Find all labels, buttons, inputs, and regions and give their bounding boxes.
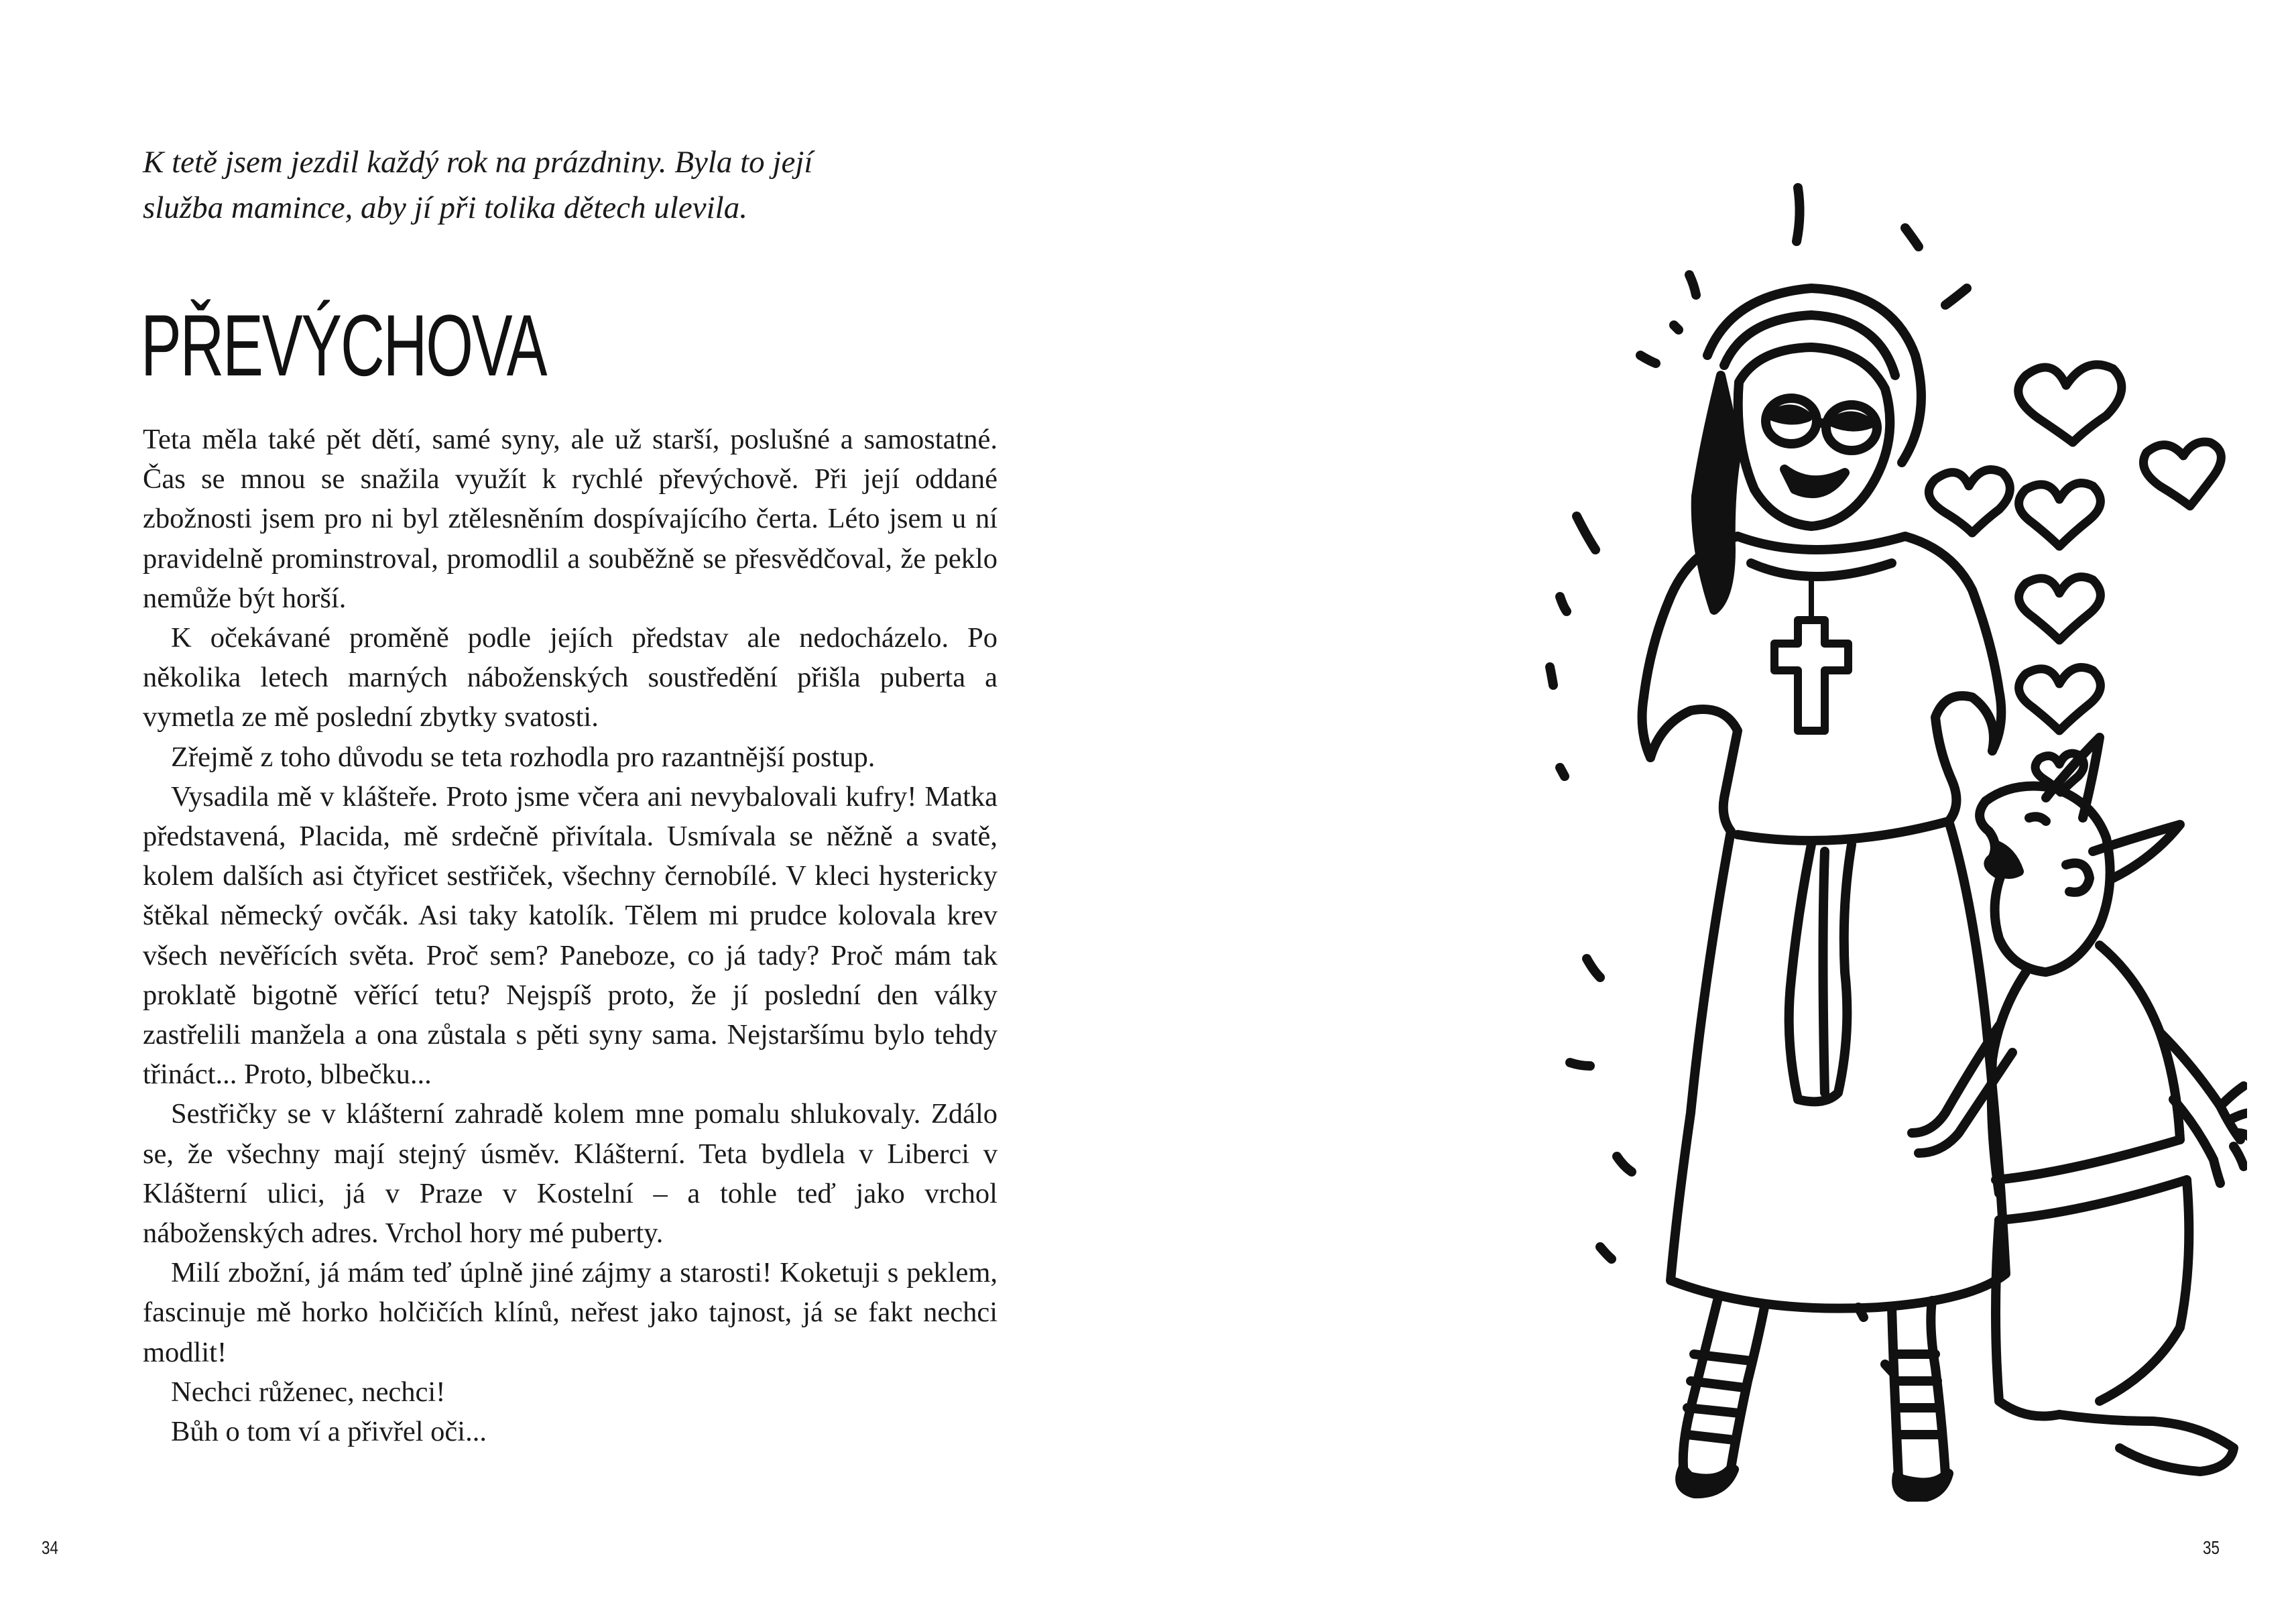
chapter-heading: PŘEVÝCHOVA <box>141 296 546 394</box>
devil-boy-figure <box>1912 737 2247 1471</box>
paragraph: Sestřičky se v klášterní zahradě kolem mne pomalu shlukovaly. Zdálo se, že všechny mají stejný úsměv. Klášterní. Teta bydlela v Liberci v Klášterní ulici, já v Praze v Kostelní – a tohle teď jako vrchol náboženských adres. Vrchol hory mé puberty. <box>143 1098 998 1250</box>
paragraph: K očekávané proměně podle jejích představ ale nedocházelo. Po několika letech marných náboženských soustředění přišla puberta a vymetla ze mě poslední zbytky svatosti. <box>143 622 998 733</box>
right-page <box>1148 0 2296 1623</box>
page-number-right: 35 <box>2203 1537 2220 1558</box>
intro-line: K tetě jsem jezdil každý rok na prázdniny. Byla to její <box>143 145 813 180</box>
paragraph: Nechci růženec, nechci! <box>171 1376 446 1408</box>
hearts <box>1929 365 2221 792</box>
paragraph: Vysadila mě v klášteře. Proto jsme včera ani nevybalovali kufry! Matka představená, Placida, mě srdečně přivítala. Usmívala se něžně a svatě, kolem dalších asi čtyřicet sestřiček, všechny černobílé. V kleci hystericky štěkal německý ovčák. Asi taky katolík. Tělem mi prudce kolovala krev všech nevěřících světa. Proč sem? Paneboze, co já tady? Proč mám tak proklatě bigotně věřící tetu? Nejspíš proto, že jí poslední den války zastřelili manžela a ona zůstala s pěti syny sama. Nejstaršímu bylo tehdy třináct... Proto, blbečku... <box>143 780 998 1091</box>
intro-paragraph <box>143 139 1014 231</box>
intro-line: služba mamince, aby jí při tolika dětech ulevila. <box>143 190 747 225</box>
paragraph: Teta měla také pět dětí, samé syny, ale už starší, poslušné a samostatné. Čas se mnou se snažila využít k rychlé převýchově. Při její oddané zbožnosti jsem pro ni byl ztělesněním dospívajícího čerta. Léto jsem u ní pravidelně prominstroval, promodlil a souběžně se přesvědčoval, že peklo nemůže být horší. <box>143 424 998 614</box>
body-text <box>143 420 998 1451</box>
paragraph: Bůh o tom ví a přivřel oči... <box>171 1416 487 1448</box>
page-number-left: 34 <box>42 1537 58 1558</box>
paragraph: Milí zbožní, já mám teď úplně jiné zájmy a starosti! Koketuji s peklem, fascinuje mě horko holčičích klínů, neřest jako tajnost, já se fakt nechci modlit! <box>143 1257 998 1368</box>
nun-and-devil-illustration <box>1329 174 2247 1502</box>
paragraph: Zřejmě z toho důvodu se teta rozhodla pro razantnější postup. <box>171 741 875 773</box>
